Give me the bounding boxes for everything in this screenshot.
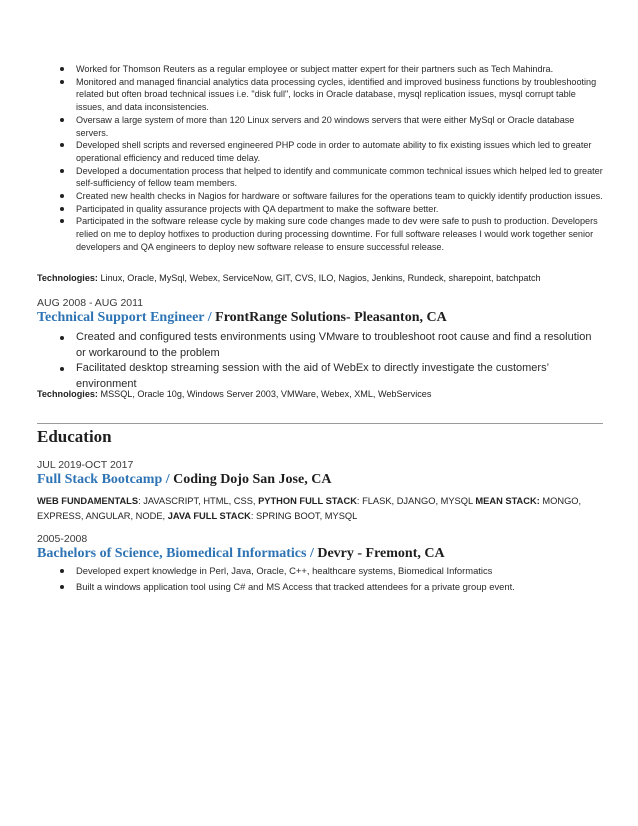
bootcamp-title: [37, 472, 331, 488]
technologies-label: Technologies:: [37, 389, 98, 399]
title-separator: /: [207, 310, 212, 325]
stack-value: MONGO, EXPRESS, ANGULAR, NODE,: [37, 496, 582, 522]
list-item: Facilitated desktop streaming session with the aid of WebEx to directly investigate the customers’ environment: [59, 361, 604, 392]
bootcamp-date: JUL 2019-OCT 2017: [37, 459, 134, 471]
degree-date: 2005-2008: [37, 533, 88, 545]
section-heading: Education: [37, 427, 112, 446]
bootcamp-stacks: [37, 494, 599, 524]
job-company: FrontRange Solutions- Pleasanton, CA: [215, 310, 447, 325]
list-item: Created new health checks in Nagios for hardware or software failures for the operations team to quickly identify production issues.: [59, 190, 604, 203]
list-item: Oversaw a large system of more than 120 Linux servers and 20 windows servers that were either MySql or Oracle database servers.: [59, 114, 604, 139]
list-item: Built a windows application tool using C# and MS Access that tracked attendees for a private group event.: [59, 579, 604, 595]
job-role: Technical Support Engineer: [37, 310, 205, 325]
section-divider: [37, 423, 603, 424]
title-separator: /: [309, 546, 314, 561]
stack-label: WEB FUNDAMENTALS: [37, 496, 139, 506]
list-item: Participated in quality assurance projects with QA department to make the software better.: [59, 203, 604, 216]
list-item: Monitored and managed financial analytics data processing cycles, identified and improved business functions by troubleshooting related but often broad technical issues i.e. "disk full", locks in Oracle database, mysql replication issues, mysql corrupt table issues, and data inconsistencies.: [59, 76, 604, 114]
job-title: [37, 310, 447, 326]
technologies-label: Technologies:: [37, 273, 98, 283]
stack-label: JAVA FULL STACK: [167, 511, 251, 522]
technologies-value: MSSQL, Oracle 10g, Windows Server 2003, VMWare, Webex, XML, WebServices: [100, 389, 432, 399]
technologies-line: [37, 272, 541, 284]
experience-bullet-list: [59, 63, 604, 254]
bootcamp-school: Coding Dojo San Jose, CA: [173, 472, 332, 487]
degree-title: [37, 546, 445, 562]
stack-label: MEAN STACK:: [475, 496, 540, 506]
list-item: Developed shell scripts and reversed engineered PHP code in order to automate ability to fix existing issues which led to greater operational efficiency and reduced time delay.: [59, 139, 604, 164]
list-item: Developed a documentation process that helped to identify and communicate common technical issues which helped led to greater self-sufficiency of fellow team members.: [59, 165, 604, 190]
title-separator: /: [165, 472, 170, 487]
technologies-value: Linux, Oracle, MySql, Webex, ServiceNow, GIT, CVS, ILO, Nagios, Jenkins, Rundeck, sharepoint, batchpatch: [100, 273, 541, 283]
job-date: AUG 2008 - AUG 2011: [37, 297, 144, 309]
list-item: Created and configured tests environments using VMware to troubleshoot root cause and find a resolution or workaround to the problem: [59, 330, 604, 361]
technologies-line: [37, 388, 431, 400]
stack-value: : FLASK, DJANGO, MYSQL: [356, 496, 476, 506]
degree-school: Devry - Fremont, CA: [317, 546, 445, 561]
stack-label: PYTHON FULL STACK: [258, 496, 357, 506]
stack-value: : SPRING BOOT, MYSQL: [250, 511, 358, 522]
job-bullet-list: [59, 330, 604, 392]
list-item: Participated in the software release cycle by making sure code changes made to dev were safe to push to production. Developers relied on me to deploy hotfixes to production during processing downtime. For full software releases I would work together senior developers and QA engineers to deploy new software release to ensure successful release.: [59, 215, 604, 253]
list-item: Worked for Thomson Reuters as a regular employee or subject matter expert for their partners such as Tech Mahindra.: [59, 63, 604, 76]
bootcamp-role: Full Stack Bootcamp: [37, 472, 163, 487]
degree-bullet-list: [59, 563, 604, 595]
list-item: Developed expert knowledge in Perl, Java, Oracle, C++, healthcare systems, Biomedical Informatics: [59, 563, 604, 579]
degree-name: Bachelors of Science, Biomedical Informatics: [37, 546, 307, 561]
stack-value: : JAVASCRIPT, HTML, CSS,: [138, 496, 259, 506]
